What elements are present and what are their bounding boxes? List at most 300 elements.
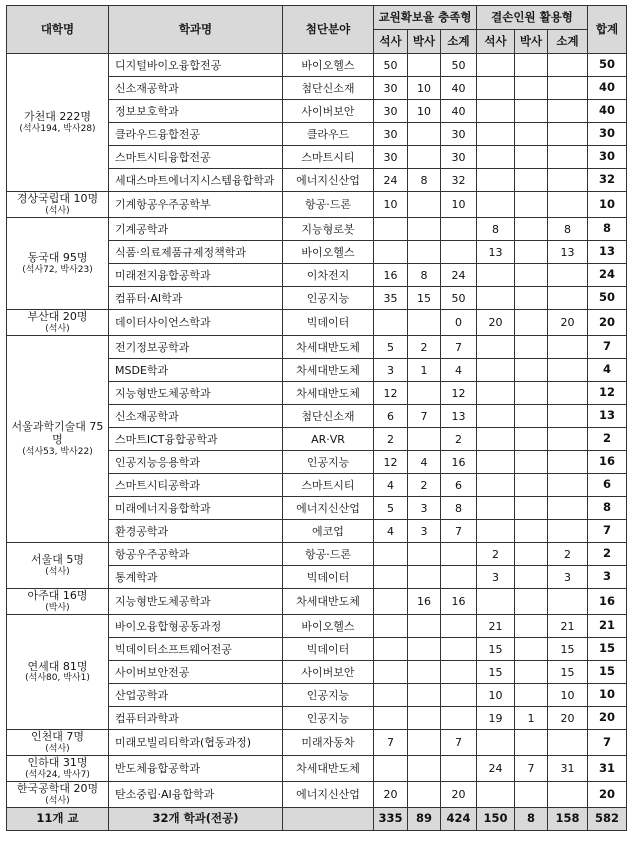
department-cell: 통계학과 <box>109 566 283 589</box>
faculty-masters-cell <box>374 615 408 638</box>
field-cell: 에너지신산업 <box>283 782 374 808</box>
vacancy-subtotal-cell <box>548 359 588 382</box>
faculty-masters-cell: 6 <box>374 405 408 428</box>
faculty-masters-cell: 30 <box>374 146 408 169</box>
row-total-cell: 50 <box>588 287 627 310</box>
vacancy-masters-cell <box>477 192 515 218</box>
university-cell <box>7 310 109 336</box>
field-cell: 에너지신산업 <box>283 169 374 192</box>
row-total-cell: 8 <box>588 497 627 520</box>
field-cell: 차세대반도체 <box>283 359 374 382</box>
vacancy-doctorate-cell <box>515 77 548 100</box>
row-total-cell: 15 <box>588 661 627 684</box>
row-total-cell: 31 <box>588 756 627 782</box>
department-cell: 항공우주공학과 <box>109 543 283 566</box>
table-row <box>7 589 627 615</box>
table-row <box>7 782 627 808</box>
vacancy-doctorate-cell <box>515 54 548 77</box>
field-cell: 차세대반도체 <box>283 382 374 405</box>
university-breakdown: (석사) <box>45 205 70 216</box>
faculty-subtotal-cell <box>441 661 477 684</box>
vacancy-subtotal-cell: 10 <box>548 684 588 707</box>
header-subtotal: 소계 <box>548 30 588 54</box>
header-masters: 석사 <box>477 30 515 54</box>
vacancy-subtotal-cell <box>548 589 588 615</box>
faculty-subtotal-cell: 16 <box>441 451 477 474</box>
faculty-doctorate-cell <box>408 123 441 146</box>
faculty-masters-cell <box>374 589 408 615</box>
department-cell: 스마트ICT융합공학과 <box>109 428 283 451</box>
header-total: 합계 <box>588 6 627 54</box>
vacancy-doctorate-cell <box>515 359 548 382</box>
university-name: 연세대 81명 <box>27 659 88 673</box>
vacancy-doctorate-cell <box>515 192 548 218</box>
row-total-cell: 32 <box>588 169 627 192</box>
vacancy-subtotal-cell <box>548 474 588 497</box>
university-breakdown: (석사) <box>45 743 70 754</box>
header-doctorate: 박사 <box>515 30 548 54</box>
faculty-masters-cell <box>374 707 408 730</box>
department-cell: 미래모빌리티학과(협동과정) <box>109 730 283 756</box>
faculty-doctorate-cell <box>408 310 441 336</box>
vacancy-doctorate-cell <box>515 169 548 192</box>
vacancy-subtotal-cell: 2 <box>548 543 588 566</box>
vacancy-doctorate-cell <box>515 241 548 264</box>
vacancy-masters-cell <box>477 451 515 474</box>
university-breakdown: (석사194, 박사28) <box>19 123 96 134</box>
vacancy-subtotal-cell <box>548 428 588 451</box>
field-cell: 인공지능 <box>283 684 374 707</box>
field-cell: AR·VR <box>283 428 374 451</box>
faculty-subtotal-cell <box>441 543 477 566</box>
field-cell: 지능형로봇 <box>283 218 374 241</box>
row-total-cell: 12 <box>588 382 627 405</box>
row-total-cell: 40 <box>588 77 627 100</box>
faculty-masters-cell: 2 <box>374 428 408 451</box>
field-cell: 스마트시티 <box>283 474 374 497</box>
department-cell: 산업공학과 <box>109 684 283 707</box>
vacancy-subtotal-cell: 13 <box>548 241 588 264</box>
faculty-doctorate-cell: 3 <box>408 497 441 520</box>
vacancy-masters-cell <box>477 474 515 497</box>
field-cell: 항공·드론 <box>283 192 374 218</box>
faculty-doctorate-cell <box>408 428 441 451</box>
university-name: 한국공학대 20명 <box>16 782 99 795</box>
vacancy-doctorate-cell <box>515 428 548 451</box>
department-cell: 미래전지융합공학과 <box>109 264 283 287</box>
faculty-doctorate-cell <box>408 382 441 405</box>
table-row <box>7 615 627 638</box>
row-total-cell: 30 <box>588 123 627 146</box>
faculty-doctorate-cell: 2 <box>408 474 441 497</box>
field-cell: 인공지능 <box>283 707 374 730</box>
university-breakdown: (석사) <box>45 795 70 806</box>
table-row <box>7 218 627 241</box>
faculty-subtotal-cell <box>441 638 477 661</box>
field-cell: 바이오헬스 <box>283 54 374 77</box>
faculty-subtotal-cell <box>441 218 477 241</box>
vacancy-doctorate-cell <box>515 264 548 287</box>
vacancy-masters-cell: 24 <box>477 756 515 782</box>
department-cell: 데이터사이언스학과 <box>109 310 283 336</box>
field-cell: 빅데이터 <box>283 566 374 589</box>
vacancy-subtotal-cell <box>548 336 588 359</box>
field-cell: 차세대반도체 <box>283 589 374 615</box>
vacancy-doctorate-cell: 1 <box>515 707 548 730</box>
vacancy-doctorate-cell: 7 <box>515 756 548 782</box>
summary-a-subtotal: 424 <box>441 808 477 831</box>
department-cell: 사이버보안전공 <box>109 661 283 684</box>
field-cell: 빅데이터 <box>283 638 374 661</box>
faculty-doctorate-cell <box>408 730 441 756</box>
department-cell: 기계공학과 <box>109 218 283 241</box>
faculty-masters-cell <box>374 218 408 241</box>
vacancy-doctorate-cell <box>515 566 548 589</box>
vacancy-masters-cell <box>477 359 515 382</box>
summary-field-empty <box>283 808 374 831</box>
department-cell: 컴퓨터과학과 <box>109 707 283 730</box>
university-breakdown: (석사) <box>45 566 70 577</box>
header-group-faculty: 교원확보율 충족형 <box>374 6 477 30</box>
faculty-masters-cell: 30 <box>374 123 408 146</box>
row-total-cell: 13 <box>588 241 627 264</box>
faculty-doctorate-cell <box>408 218 441 241</box>
department-cell: 클라우드융합전공 <box>109 123 283 146</box>
university-cell <box>7 54 109 192</box>
faculty-subtotal-cell: 40 <box>441 100 477 123</box>
vacancy-masters-cell <box>477 146 515 169</box>
vacancy-masters-cell <box>477 405 515 428</box>
faculty-masters-cell: 16 <box>374 264 408 287</box>
department-cell: 스마트시티공학과 <box>109 474 283 497</box>
university-name: 아주대 16명 <box>27 589 88 602</box>
university-breakdown: (석사) <box>45 323 70 334</box>
faculty-masters-cell: 30 <box>374 100 408 123</box>
university-name: 가천대 222명 <box>24 110 91 123</box>
summary-b-doctorate: 8 <box>515 808 548 831</box>
header-department: 학과명 <box>109 6 283 54</box>
row-total-cell: 2 <box>588 428 627 451</box>
vacancy-subtotal-cell: 15 <box>548 638 588 661</box>
vacancy-masters-cell: 21 <box>477 615 515 638</box>
faculty-doctorate-cell: 2 <box>408 336 441 359</box>
field-cell: 인공지능 <box>283 287 374 310</box>
vacancy-masters-cell: 20 <box>477 310 515 336</box>
table-row <box>7 310 627 336</box>
faculty-doctorate-cell: 3 <box>408 520 441 543</box>
faculty-masters-cell: 30 <box>374 77 408 100</box>
faculty-subtotal-cell: 24 <box>441 264 477 287</box>
department-cell: 바이오융합형공동과정 <box>109 615 283 638</box>
vacancy-doctorate-cell <box>515 684 548 707</box>
field-cell: 첨단신소재 <box>283 405 374 428</box>
table-row <box>7 54 627 77</box>
vacancy-subtotal-cell <box>548 146 588 169</box>
faculty-doctorate-cell <box>408 192 441 218</box>
department-cell: 지능형반도체공학과 <box>109 382 283 405</box>
faculty-subtotal-cell: 6 <box>441 474 477 497</box>
university-cell <box>7 782 109 808</box>
department-cell: 컴퓨터·AI학과 <box>109 287 283 310</box>
vacancy-masters-cell <box>477 123 515 146</box>
faculty-masters-cell: 5 <box>374 497 408 520</box>
department-cell: MSDE학과 <box>109 359 283 382</box>
faculty-subtotal-cell <box>441 615 477 638</box>
department-cell: 환경공학과 <box>109 520 283 543</box>
vacancy-masters-cell: 3 <box>477 566 515 589</box>
table-row <box>7 730 627 756</box>
field-cell: 항공·드론 <box>283 543 374 566</box>
department-cell: 탄소중립·AI융합학과 <box>109 782 283 808</box>
row-total-cell: 13 <box>588 405 627 428</box>
faculty-subtotal-cell: 4 <box>441 359 477 382</box>
faculty-subtotal-cell: 32 <box>441 169 477 192</box>
faculty-doctorate-cell <box>408 782 441 808</box>
faculty-masters-cell: 3 <box>374 359 408 382</box>
faculty-subtotal-cell: 20 <box>441 782 477 808</box>
vacancy-subtotal-cell: 15 <box>548 661 588 684</box>
vacancy-subtotal-cell <box>548 192 588 218</box>
faculty-subtotal-cell: 30 <box>441 146 477 169</box>
vacancy-doctorate-cell <box>515 543 548 566</box>
field-cell: 바이오헬스 <box>283 615 374 638</box>
vacancy-masters-cell: 10 <box>477 684 515 707</box>
vacancy-subtotal-cell <box>548 100 588 123</box>
row-total-cell: 20 <box>588 707 627 730</box>
field-cell: 사이버보안 <box>283 100 374 123</box>
faculty-masters-cell: 50 <box>374 54 408 77</box>
faculty-doctorate-cell: 1 <box>408 359 441 382</box>
faculty-masters-cell <box>374 310 408 336</box>
row-total-cell: 16 <box>588 451 627 474</box>
faculty-doctorate-cell <box>408 638 441 661</box>
faculty-masters-cell: 7 <box>374 730 408 756</box>
row-total-cell: 7 <box>588 730 627 756</box>
vacancy-doctorate-cell <box>515 310 548 336</box>
table-row <box>7 192 627 218</box>
summary-total: 582 <box>588 808 627 831</box>
vacancy-doctorate-cell <box>515 100 548 123</box>
vacancy-subtotal-cell: 3 <box>548 566 588 589</box>
field-cell: 미래자동차 <box>283 730 374 756</box>
summary-a-doctorate: 89 <box>408 808 441 831</box>
summary-schools: 11개 교 <box>7 808 109 831</box>
row-total-cell: 7 <box>588 520 627 543</box>
header-masters: 석사 <box>374 30 408 54</box>
vacancy-masters-cell <box>477 336 515 359</box>
faculty-subtotal-cell: 10 <box>441 192 477 218</box>
department-cell: 빅데이터소프트웨어전공 <box>109 638 283 661</box>
field-cell: 차세대반도체 <box>283 336 374 359</box>
field-cell: 에코업 <box>283 520 374 543</box>
vacancy-doctorate-cell <box>515 336 548 359</box>
faculty-subtotal-cell: 50 <box>441 54 477 77</box>
faculty-doctorate-cell <box>408 756 441 782</box>
field-cell: 스마트시티 <box>283 146 374 169</box>
vacancy-subtotal-cell <box>548 405 588 428</box>
faculty-doctorate-cell <box>408 241 441 264</box>
header-doctorate: 박사 <box>408 30 441 54</box>
faculty-subtotal-cell <box>441 566 477 589</box>
quota-table-container <box>6 5 627 831</box>
faculty-masters-cell <box>374 684 408 707</box>
faculty-doctorate-cell: 10 <box>408 100 441 123</box>
field-cell: 이차전지 <box>283 264 374 287</box>
vacancy-subtotal-cell <box>548 730 588 756</box>
row-total-cell: 40 <box>588 100 627 123</box>
vacancy-subtotal-cell: 8 <box>548 218 588 241</box>
vacancy-masters-cell <box>477 497 515 520</box>
faculty-masters-cell <box>374 566 408 589</box>
vacancy-subtotal-cell: 21 <box>548 615 588 638</box>
faculty-subtotal-cell: 30 <box>441 123 477 146</box>
vacancy-subtotal-cell <box>548 497 588 520</box>
vacancy-subtotal-cell <box>548 520 588 543</box>
faculty-masters-cell: 24 <box>374 169 408 192</box>
faculty-subtotal-cell: 13 <box>441 405 477 428</box>
university-name: 동국대 95명 <box>27 251 88 264</box>
faculty-doctorate-cell: 7 <box>408 405 441 428</box>
university-cell <box>7 589 109 615</box>
vacancy-masters-cell <box>477 730 515 756</box>
department-cell: 신소재공학과 <box>109 405 283 428</box>
faculty-masters-cell: 4 <box>374 474 408 497</box>
vacancy-masters-cell <box>477 382 515 405</box>
vacancy-doctorate-cell <box>515 287 548 310</box>
vacancy-doctorate-cell <box>515 589 548 615</box>
row-total-cell: 20 <box>588 310 627 336</box>
table-row <box>7 543 627 566</box>
department-cell: 인공지능응용학과 <box>109 451 283 474</box>
faculty-doctorate-cell: 16 <box>408 589 441 615</box>
faculty-subtotal-cell: 40 <box>441 77 477 100</box>
department-cell: 정보보호학과 <box>109 100 283 123</box>
faculty-subtotal-cell: 7 <box>441 520 477 543</box>
university-name: 인천대 7명 <box>31 730 84 743</box>
vacancy-doctorate-cell <box>515 782 548 808</box>
faculty-doctorate-cell <box>408 615 441 638</box>
vacancy-subtotal-cell <box>548 169 588 192</box>
row-total-cell: 15 <box>588 638 627 661</box>
vacancy-doctorate-cell <box>515 405 548 428</box>
vacancy-subtotal-cell: 20 <box>548 310 588 336</box>
vacancy-doctorate-cell <box>515 497 548 520</box>
faculty-doctorate-cell: 8 <box>408 264 441 287</box>
field-cell: 빅데이터 <box>283 310 374 336</box>
vacancy-masters-cell <box>477 169 515 192</box>
faculty-doctorate-cell <box>408 54 441 77</box>
row-total-cell: 2 <box>588 543 627 566</box>
faculty-doctorate-cell <box>408 707 441 730</box>
vacancy-subtotal-cell: 31 <box>548 756 588 782</box>
university-name: 부산대 20명 <box>27 310 88 323</box>
department-cell: 반도체융합공학과 <box>109 756 283 782</box>
university-name: 경상국립대 10명 <box>16 192 99 205</box>
table-row <box>7 336 627 359</box>
field-cell: 차세대반도체 <box>283 756 374 782</box>
vacancy-masters-cell: 15 <box>477 661 515 684</box>
row-total-cell: 50 <box>588 54 627 77</box>
faculty-subtotal-cell <box>441 684 477 707</box>
summary-departments: 32개 학과(전공) <box>109 808 283 831</box>
faculty-subtotal-cell: 0 <box>441 310 477 336</box>
header-university: 대학명 <box>7 6 109 54</box>
faculty-doctorate-cell: 10 <box>408 77 441 100</box>
row-total-cell: 20 <box>588 782 627 808</box>
faculty-masters-cell: 35 <box>374 287 408 310</box>
row-total-cell: 6 <box>588 474 627 497</box>
faculty-doctorate-cell <box>408 661 441 684</box>
university-cell <box>7 336 109 543</box>
vacancy-doctorate-cell <box>515 474 548 497</box>
faculty-doctorate-cell: 8 <box>408 169 441 192</box>
summary-a-masters: 335 <box>374 808 408 831</box>
faculty-masters-cell: 12 <box>374 451 408 474</box>
vacancy-doctorate-cell <box>515 615 548 638</box>
vacancy-masters-cell: 13 <box>477 241 515 264</box>
vacancy-masters-cell <box>477 100 515 123</box>
vacancy-subtotal-cell <box>548 123 588 146</box>
faculty-subtotal-cell: 50 <box>441 287 477 310</box>
vacancy-subtotal-cell <box>548 54 588 77</box>
faculty-masters-cell: 4 <box>374 520 408 543</box>
field-cell: 에너지신산업 <box>283 497 374 520</box>
university-breakdown: (석사80, 박사1) <box>25 673 90 684</box>
vacancy-subtotal-cell <box>548 451 588 474</box>
department-cell: 미래에너지융합학과 <box>109 497 283 520</box>
table-row <box>7 756 627 782</box>
faculty-masters-cell: 5 <box>374 336 408 359</box>
vacancy-masters-cell <box>477 520 515 543</box>
row-total-cell: 24 <box>588 264 627 287</box>
row-total-cell: 16 <box>588 589 627 615</box>
table-body <box>7 54 627 808</box>
vacancy-subtotal-cell <box>548 287 588 310</box>
university-name: 서울과학기술대 75명 <box>11 419 104 447</box>
faculty-subtotal-cell: 7 <box>441 730 477 756</box>
department-cell: 전기정보공학과 <box>109 336 283 359</box>
university-cell <box>7 543 109 589</box>
row-total-cell: 21 <box>588 615 627 638</box>
faculty-subtotal-cell: 16 <box>441 589 477 615</box>
faculty-doctorate-cell <box>408 146 441 169</box>
vacancy-doctorate-cell <box>515 638 548 661</box>
faculty-doctorate-cell <box>408 684 441 707</box>
vacancy-doctorate-cell <box>515 730 548 756</box>
vacancy-masters-cell <box>477 428 515 451</box>
field-cell: 클라우드 <box>283 123 374 146</box>
vacancy-subtotal-cell <box>548 782 588 808</box>
field-cell: 첨단신소재 <box>283 77 374 100</box>
vacancy-doctorate-cell <box>515 146 548 169</box>
faculty-subtotal-cell: 12 <box>441 382 477 405</box>
row-total-cell: 7 <box>588 336 627 359</box>
university-breakdown: (박사) <box>45 602 70 613</box>
vacancy-doctorate-cell <box>515 661 548 684</box>
faculty-masters-cell <box>374 638 408 661</box>
row-total-cell: 30 <box>588 146 627 169</box>
university-breakdown: (석사53, 박사22) <box>22 447 93 458</box>
vacancy-subtotal-cell <box>548 382 588 405</box>
vacancy-doctorate-cell <box>515 451 548 474</box>
row-total-cell: 4 <box>588 359 627 382</box>
summary-b-masters: 150 <box>477 808 515 831</box>
row-total-cell: 8 <box>588 218 627 241</box>
faculty-doctorate-cell <box>408 543 441 566</box>
faculty-subtotal-cell: 8 <box>441 497 477 520</box>
faculty-subtotal-cell <box>441 241 477 264</box>
university-cell <box>7 756 109 782</box>
